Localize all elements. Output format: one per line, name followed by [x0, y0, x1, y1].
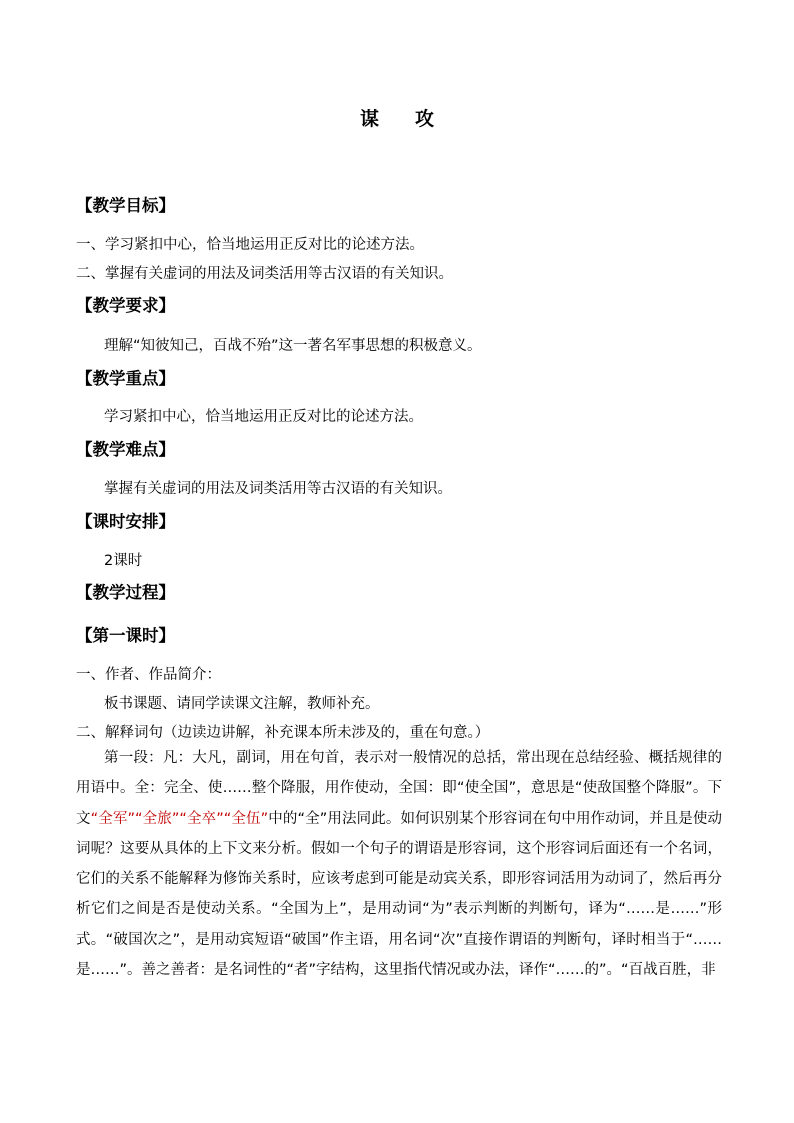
heading-schedule: 【课时安排】 — [76, 512, 175, 531]
key-points-text: 学习紧扣中心，恰当地运用正反对比的论述方法。 — [104, 409, 423, 425]
goal-item-1: 一、学习紧扣中心，恰当地运用正反对比的论述方法。 — [76, 237, 424, 253]
heading-teaching-goals: 【教学目标】 — [76, 196, 175, 215]
heading-first-lesson: 【第一课时】 — [76, 626, 175, 645]
goal-item-2: 二、掌握有关虚词的用法及词类活用等古汉语的有关知识。 — [76, 266, 453, 282]
heading-key-points: 【教学重点】 — [76, 369, 175, 388]
title-char-1: 谋 — [359, 108, 379, 130]
lesson-item-1-detail: 板书课题、请同学读课文注解，教师补充。 — [104, 696, 380, 712]
red-term-4: “全伍” — [223, 810, 269, 827]
lesson-item-1: 一、作者、作品简介： — [76, 667, 221, 683]
heading-difficulties: 【教学难点】 — [76, 440, 175, 459]
paragraph-section-1 — [76, 743, 722, 985]
heading-teaching-requirements: 【教学要求】 — [76, 296, 175, 315]
schedule-text: 2课时 — [104, 553, 143, 569]
red-term-3: “全卒” — [179, 810, 224, 827]
heading-teaching-process: 【教学过程】 — [76, 583, 175, 602]
document-title — [0, 104, 794, 131]
difficulties-text: 掌握有关虚词的用法及词类活用等古汉语的有关知识。 — [104, 481, 452, 497]
lesson-item-2: 二、解释词句（边读边讲解，补充课本所未涉及的，重在句意。） — [76, 725, 490, 741]
title-char-2: 攻 — [415, 108, 435, 130]
red-term-2: “全旅” — [135, 810, 180, 827]
paragraph-part-1: 第一段：凡：大凡，副词，用在句首，表示对一般情况的总括，常出现在总结经验、概括规律的用语中。全：完全、使……整个降服，用作使动，全国：即“使全国”，意思是“使敌国整个降服”。下文 — [76, 750, 722, 827]
requirements-text: 理解“知彼知己，百战不殆”这一著名军事思想的积极意义。 — [104, 338, 482, 354]
red-term-1: “全军” — [90, 810, 136, 827]
paragraph-part-2: 中的“全”用法同此。如何识别某个形容词在句中用作动词，并且是使动词呢？这要从具体的上下文来分析。假如一个句子的谓语是形容词，这个形容词后面还有一个名词，它们的关系不能解释为修饰关系时，应该考虑到可能是动宾关系，即形容词活用为动词了，然后再分析它们之间是否是使动关系。“全国为上”，是用动词“为”表示判断的判断句，译为“……是……”形式。“破国次之”，是用动宾短语“破国”作主语，用名词“次”直接作谓语的判断句，译时相当于“……是……”。善之善者：是名词性的“者”字结构，这里指代情况或办法，译作“……的”。“百战百胜，非 — [76, 810, 723, 979]
